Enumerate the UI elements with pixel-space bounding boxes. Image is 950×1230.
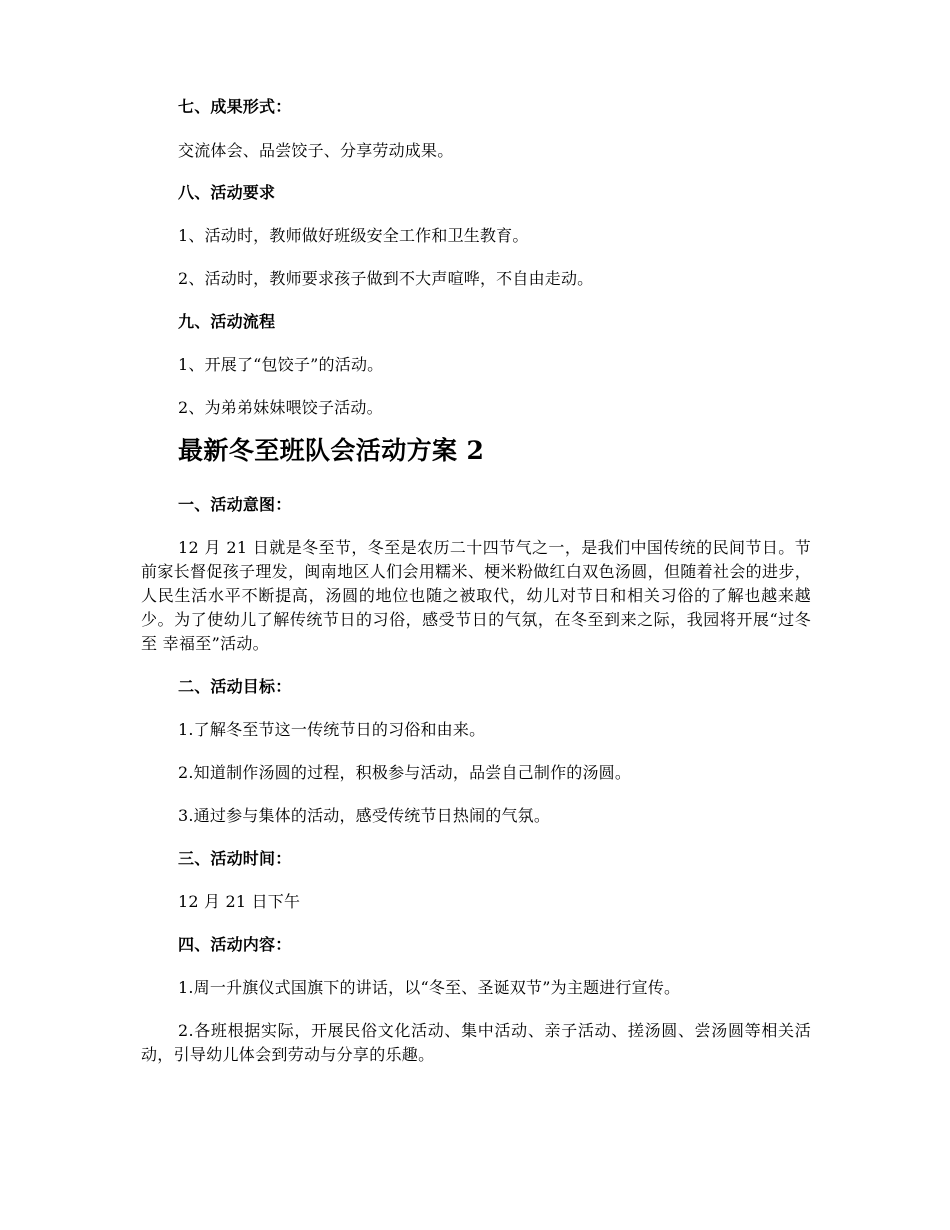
paragraph-requirement-1: 1、活动时，教师做好班级安全工作和卫生教育。 <box>178 226 529 245</box>
paragraph-process-1: 1、开展了“包饺子”的活动。 <box>178 355 384 374</box>
paragraph-goal-1: 1.了解冬至节这一传统节日的习俗和由来。 <box>178 720 486 739</box>
heading-results-form: 七、成果形式： <box>178 97 292 116</box>
paragraph-requirement-2: 2、活动时，教师要求孩子做到不大声喧哗，不自由走动。 <box>178 269 594 288</box>
document-content <box>141 95 811 1067</box>
paragraph-content-1: 1.周一升旗仪式国旗下的讲话，以“冬至、圣诞双节”为主题进行宣传。 <box>178 978 681 997</box>
paragraph-goal-3: 3.通过参与集体的活动，感受传统节日热闹的气氛。 <box>178 806 551 825</box>
heading-activity-intent: 一、活动意图： <box>178 495 292 514</box>
paragraph-content-2: 2.各班根据实际，开展民俗文化活动、集中活动、亲子活动、搓汤圆、尝汤圆等相关活动，引导幼儿体会到劳动与分享的乐趣。 <box>141 1021 811 1064</box>
heading-activity-requirements: 八、活动要求 <box>178 183 276 202</box>
heading-activity-content: 四、活动内容： <box>178 935 292 954</box>
heading-activity-goals: 二、活动目标： <box>178 677 292 696</box>
paragraph-activity-time: 12 月 21 日下午 <box>178 892 301 911</box>
heading-activity-time: 三、活动时间： <box>178 849 292 868</box>
paragraph-activity-intent: 12 月 21 日就是冬至节，冬至是农历二十四节气之一，是我们中国传统的民间节日。节前家长督促孩子理发，闽南地区人们会用糯米、梗米粉做红白双色汤圆，但随着社会的进步，人民生活水平不断提高，汤圆的地位也随之被取代，幼儿对节日和相关习俗的了解也越来越少。为了使幼儿了解传统节日的习俗，感受节日的气氛，在冬至到来之际，我园将开展“过冬至 幸福至”活动。 <box>141 538 811 653</box>
paragraph-goal-2: 2.知道制作汤圆的过程，积极参与活动，品尝自己制作的汤圆。 <box>178 763 632 782</box>
heading-activity-process: 九、活动流程 <box>178 312 276 331</box>
section-title: 最新冬至班队会活动方案 2 <box>178 436 485 465</box>
paragraph-process-2: 2、为弟弟妹妹喂饺子活动。 <box>178 398 383 417</box>
paragraph-results-form: 交流体会、品尝饺子、分享劳动成果。 <box>178 141 454 160</box>
